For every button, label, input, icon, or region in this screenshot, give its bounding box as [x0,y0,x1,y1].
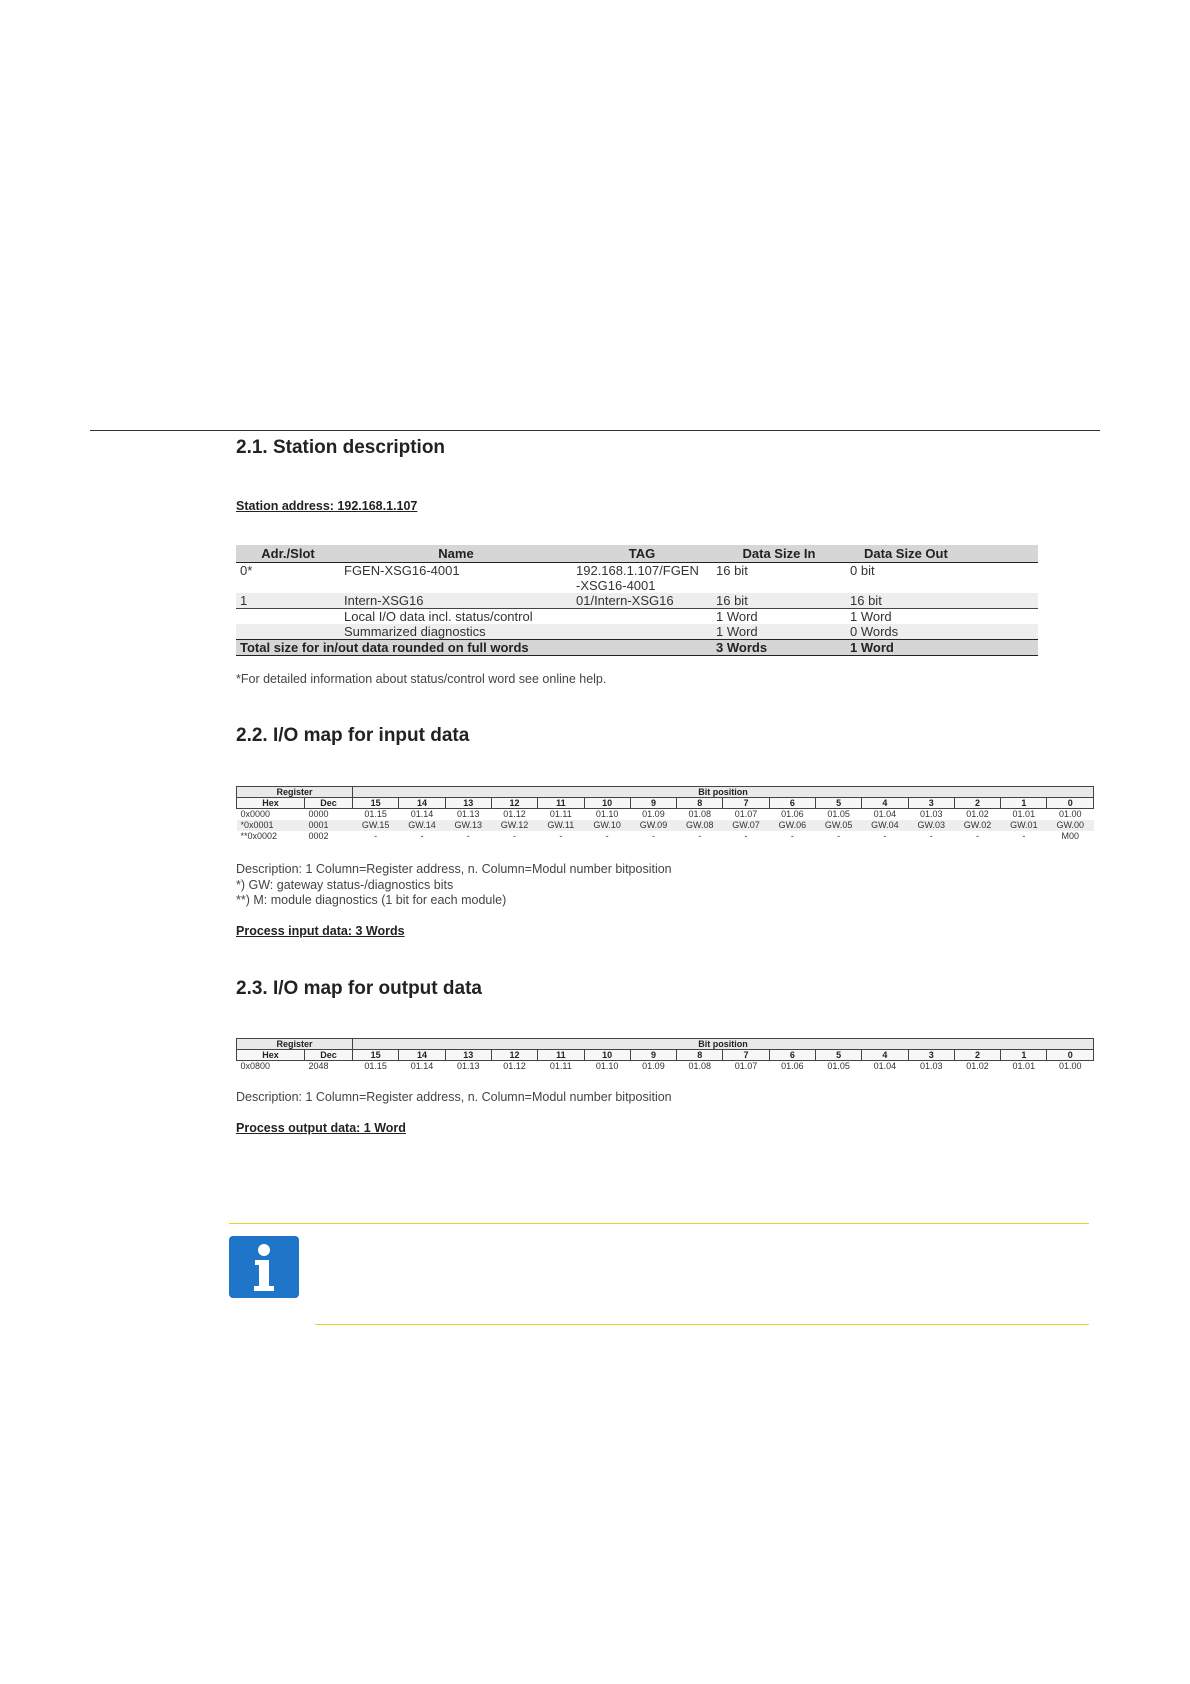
bit-cell: GW.12 [491,820,537,831]
bit-header: 4 [862,1050,908,1061]
header-tag: TAG [572,545,712,563]
header-adr-slot: Adr./Slot [236,545,340,563]
bit-cell: - [976,831,980,841]
input-notes [236,862,672,909]
bit-cell: - [837,831,841,841]
bit-header: 15 [353,798,399,809]
header-data-size-out: Data Size Out [846,545,1038,563]
cell [572,624,712,640]
cell: 0* [240,563,253,578]
bit-cell: 01.05 [827,1061,850,1071]
bit-cell: 01.10 [595,1061,619,1071]
bit-cell: GW.00 [1047,820,1094,831]
output-map-table [236,1038,1094,1072]
bit-cell: GW.14 [399,820,445,831]
info-icon [229,1236,299,1298]
bit-cell: 01.08 [688,809,711,819]
bit-cell: 01.11 [549,1061,572,1071]
cell: 16 bit [712,593,846,609]
bit-cell: 01.04 [873,809,897,819]
bit-cell: 01.11 [549,809,572,819]
table-row [237,1061,1094,1073]
input-note-line: **) M: module diagnostics (1 bit for each module) [236,893,507,907]
bit-cell: GW.08 [677,820,723,831]
cell: Summarized diagnostics [340,624,572,640]
bit-cell: GW.10 [584,820,630,831]
bit-header: 2 [954,798,1000,809]
station-table-header [236,545,1038,563]
bit-cell: 01.09 [642,809,665,819]
bit-header: 14 [399,798,445,809]
bit-cell: 01.09 [642,1061,665,1071]
register-header: Register [237,1039,353,1050]
bit-header: 4 [862,798,908,809]
top-rule [90,430,1100,431]
bit-cell: GW.07 [723,820,769,831]
bit-cell: 01.13 [456,1061,480,1071]
bit-header: 13 [445,1050,491,1061]
dec-cell: 2048 [308,1061,329,1071]
table-row [237,831,1094,842]
bit-cell: 01.04 [873,1061,897,1071]
hex-cell: *0x0001 [237,820,305,831]
bit-header: 1 [1001,798,1047,809]
bit-header: 12 [491,798,537,809]
cell: 01/Intern-XSG16 [572,593,712,609]
bit-cell: 01.01 [1012,1061,1036,1071]
bit-cell: 01.03 [919,809,943,819]
cell: Local I/O data incl. status/control [340,609,572,625]
bit-cell: - [651,831,655,841]
bit-cell: 01.06 [781,809,804,819]
bit-cell: 01.10 [595,809,619,819]
bit-position-header: Bit position [353,787,1094,798]
bit-header: 10 [584,798,630,809]
bit-cell: 01.02 [966,1061,989,1071]
cell: -XSG16-4001 [576,578,656,593]
bit-header: 0 [1047,798,1094,809]
dec-cell: 0002 [308,831,329,841]
cell: 0 Words [846,624,1038,640]
bit-cell: 01.07 [734,1061,758,1071]
bit-header: 5 [815,798,861,809]
info-bottom-rule [315,1324,1089,1325]
output-note-line: Description: 1 Column=Register address, n. Column=Modul number bitposition [236,1090,672,1104]
section-title-output-map: 2.3. I/O map for output data [236,978,482,999]
bit-header: 8 [677,798,723,809]
bit-cell: - [420,831,424,841]
bit-header: 6 [769,798,815,809]
station-footnote: *For detailed information about status/control word see online help. [236,672,607,686]
bit-cell: - [883,831,887,841]
bit-header: 12 [491,1050,537,1061]
bit-cell: - [929,831,933,841]
bit-cell: - [698,831,702,841]
bit-header: 5 [815,1050,861,1061]
bit-header: 11 [538,1050,584,1061]
hex-header: Hex [237,1050,305,1061]
bit-cell: 01.01 [1012,809,1036,819]
bit-cell: - [1022,831,1026,841]
cell: 16 bit [846,593,1038,609]
cell [572,609,712,625]
table-row [236,563,1038,579]
table-row [236,609,1038,625]
bit-header: 15 [353,1050,399,1061]
header-name: Name [340,545,572,563]
bit-header: 9 [630,798,676,809]
bit-number-row [237,798,1094,809]
table-row [236,624,1038,640]
cell [236,624,340,640]
total-row [236,640,1038,656]
bit-header: 3 [908,798,954,809]
bit-cell: GW.03 [908,820,954,831]
cell [846,578,1038,593]
bit-cell: 01.05 [827,809,850,819]
bit-cell: - [605,831,609,841]
station-table [236,545,1038,656]
bit-header: 11 [538,798,584,809]
bit-cell: - [374,831,378,841]
cell [236,578,340,593]
bit-cell: - [513,831,517,841]
bit-header: 8 [677,1050,723,1061]
bit-cell: - [744,831,748,841]
total-in: 3 Words [712,640,846,656]
cell: 1 [236,593,340,609]
bit-cell: 01.14 [410,1061,434,1071]
total-label: Total size for in/out data rounded on full words [236,640,712,656]
section-title-station-description: 2.1. Station description [236,437,446,458]
table-row [236,578,1038,593]
bit-cell: - [790,831,794,841]
bit-header: 10 [584,1050,630,1061]
bit-cell: 01.07 [734,809,758,819]
bit-cell: GW.06 [769,820,815,831]
info-top-rule [229,1223,1089,1224]
bit-header: 7 [723,1050,769,1061]
bit-cell: GW.02 [954,820,1000,831]
bit-header: 9 [630,1050,676,1061]
cell [340,578,572,593]
cell: 1 Word [712,624,846,640]
hex-cell: 0x0000 [240,809,271,819]
bit-cell: 01.03 [919,1061,943,1071]
bit-header: 0 [1047,1050,1094,1061]
bit-cell: GW.15 [353,820,399,831]
output-notes [236,1090,672,1106]
bit-cell: GW.05 [815,820,861,831]
bit-header: 6 [769,1050,815,1061]
bit-header: 7 [723,798,769,809]
cell: 1 Word [712,609,846,625]
process-input-data: Process input data: 3 Words [236,924,405,938]
cell [712,578,846,593]
hex-cell: **0x0002 [240,831,278,841]
cell: Intern-XSG16 [340,593,572,609]
bit-header: 1 [1001,1050,1047,1061]
register-header: Register [237,787,353,798]
bit-cell: 01.13 [456,809,480,819]
bit-cell: 01.12 [503,1061,526,1071]
section-title-input-map: 2.2. I/O map for input data [236,725,470,746]
process-output-data: Process output data: 1 Word [236,1121,406,1135]
bit-position-header: Bit position [353,1039,1094,1050]
bit-cell: GW.11 [538,820,584,831]
bit-header: 13 [445,798,491,809]
bit-cell: 01.02 [966,809,989,819]
bit-cell: 01.12 [503,809,526,819]
table-row [237,809,1094,821]
cell: 192.168.1.107/FGEN [576,563,699,578]
bit-cell: GW.09 [630,820,676,831]
cell [236,609,340,625]
input-map-table [236,786,1094,842]
bit-cell: - [559,831,563,841]
bit-cell: 01.06 [781,1061,804,1071]
cell: 16 bit [716,563,748,578]
table-row [237,820,1094,831]
bit-cell: 01.14 [410,809,434,819]
dec-header: Dec [305,798,353,809]
bit-cell: 01.00 [1058,1061,1082,1071]
bit-cell: GW.01 [1001,820,1047,831]
bit-header: 3 [908,1050,954,1061]
bit-number-row [237,1050,1094,1061]
header-data-size-in: Data Size In [712,545,846,563]
dec-cell: 0001 [305,820,353,831]
bit-header: 2 [954,1050,1000,1061]
bit-header: 14 [399,1050,445,1061]
total-out: 1 Word [846,640,1038,656]
hex-cell: 0x0800 [240,1061,271,1071]
bit-cell: 01.15 [364,1061,387,1071]
station-address: Station address: 192.168.1.107 [236,499,418,513]
bit-cell: - [466,831,470,841]
input-note-line: Description: 1 Column=Register address, n. Column=Modul number bitposition [236,862,672,876]
dec-header: Dec [305,1050,353,1061]
bit-cell: 01.08 [688,1061,711,1071]
dec-cell: 0000 [308,809,329,819]
table-row [236,593,1038,609]
cell: FGEN-XSG16-4001 [344,563,460,578]
bit-cell: GW.13 [445,820,491,831]
input-note-line: *) GW: gateway status-/diagnostics bits [236,877,454,892]
bit-cell: GW.04 [862,820,908,831]
cell: 0 bit [850,563,875,578]
bit-cell: 01.00 [1058,809,1082,819]
bit-cell: M00 [1061,831,1079,841]
bit-cell: 01.15 [364,809,387,819]
cell: 1 Word [846,609,1038,625]
hex-header: Hex [237,798,305,809]
